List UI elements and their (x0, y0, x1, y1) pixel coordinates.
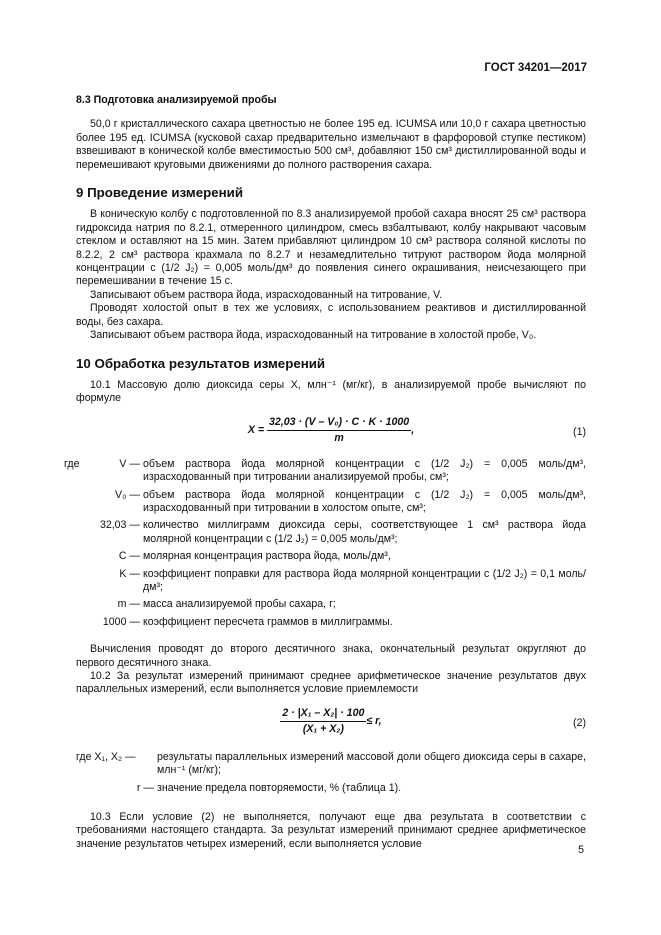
section-10-rounding-text: Вычисления проводят до второго десятичного знака, окончательный результат округляют до первого десятичного знака. (76, 643, 586, 669)
def-symbol: 1000 — (102, 615, 140, 628)
def-description: объем раствора йода молярной концентрации с (1/2 J₂) = 0,005 моль/дм³, израсходованный при титровании анализируемой пробы, см³; (143, 457, 586, 484)
formula-1-denominator: m (334, 432, 344, 445)
def-description: результаты параллельных измерений массовой доли общего диоксида серы в сахаре, млн⁻¹ (мг/кг); (157, 750, 586, 777)
def-description: значение предела повторяемости, % (таблица 1). (157, 781, 402, 794)
formula-2-definitions (76, 751, 586, 799)
def-symbol: K — (119, 567, 140, 580)
formula-1-definitions (64, 458, 586, 633)
section-9-paragraph-2: Записывают объем раствора йода, израсходованный на титрование, V. (90, 288, 443, 301)
section-10-3-text: 10.3 Если условие (2) не выполняется, получают еще два результата в соответствии с требованиями настоящего стандарта. За результат измерений принимают среднее арифметическое значение результатов четырех измерений, если выполняется условие (76, 811, 586, 850)
section-10-2-text: 10.2 За результат измерений принимают среднее арифметическое значение результатов двух параллельных измерений, если выполняется условие приемлемости (76, 670, 586, 696)
formula-2-tail: ≤ r, (366, 715, 382, 728)
formula-1-fraction (267, 416, 411, 446)
formula-1-numerator: 32,03 · (V – V₀) · C · K · 1000 (267, 416, 411, 431)
formula-2 (76, 707, 586, 743)
formula-1-lhs: X = (247, 423, 265, 436)
def-symbol: V — (119, 457, 140, 470)
formula-1-number: (1) (573, 425, 586, 438)
section-9-paragraph-1: В коническую колбу с подготовленной по 8.3 анализируемой пробой сахара вносят 25 см³ раствора гидроксида натрия по 8.2.1, отмеренного цилиндром, смесь взбалтывают, колбу накрывают часовым стеклом и оставляют на 15 мин. Затем прибавляют цилиндром 10 см³ раствора соляной кислоты по 8.2.2, 2 см³ раствора крахмала по 8.2.7 и незамедлительно титруют раствором йода молярной концентрации с (1/2 J₂) = 0,005 моль/дм³ до появления синего окрашивания, неисчезающего при перемешивании в течение 15 с. (76, 208, 586, 288)
def-symbol: m — (117, 598, 140, 611)
def-symbol: r — (136, 781, 154, 794)
def-description: молярная концентрация раствора йода, моль/дм³, (143, 550, 391, 563)
def-symbol: C — (118, 550, 140, 563)
where-label: где (64, 457, 80, 470)
formula-2-denominator: (X₁ + X₂) (302, 723, 344, 736)
page-content (64, 94, 586, 851)
formula-2-numerator: 2 · |X₁ – X₂| · 100 (280, 707, 366, 722)
subsection-8-3-title: 8.3 Подготовка анализируемой пробы (76, 94, 277, 106)
def-symbol: 32,03 — (99, 519, 140, 532)
def-description: коэффициент поправки для раствора йода молярной концентрации с (1/2 J₂) = 0,1 моль/дм³; (143, 567, 586, 593)
def-description: коэффициент пересчета граммов в миллиграммы. (143, 615, 393, 628)
section-9-paragraph-3: Проводят холостой опыт в тех же условиях, с использованием реактивов и дистиллированной воды, без сахара. (76, 302, 586, 328)
formula-1 (76, 416, 586, 450)
def-symbol: где X₁, X₂ — (76, 750, 136, 763)
formula-1-tail: , (411, 423, 415, 436)
formula-2-fraction (280, 707, 366, 737)
section-9-title: 9 Проведение измерений (76, 185, 243, 201)
def-description: масса анализируемой пробы сахара, г; (143, 598, 336, 611)
section-10-title: 10 Обработка результатов измерений (76, 355, 326, 371)
def-symbol: V₀ — (115, 488, 140, 501)
standard-code: ГОСТ 34201—2017 (484, 62, 587, 74)
section-9-paragraph-4: Записывают объем раствора йода, израсходованный на титрование в холостой пробе, V₀. (90, 329, 537, 342)
def-description: количество миллиграмм диоксида серы, соответствующее 1 см³ раствора йода молярной концентрации с (1/2 J₂) = 0,005 моль/дм³; (143, 519, 586, 545)
def-description: объем раствора йода молярной концентрации с (1/2 J₂) = 0,005 моль/дм³, израсходованный при титровании в холостом опыте, см³; (143, 488, 586, 514)
page-number: 5 (578, 844, 584, 856)
formula-2-number: (2) (573, 716, 586, 729)
section-10-1-text: 10.1 Массовую долю диоксида серы X, млн⁻¹ (мг/кг), в анализируемой пробе вычисляют по формуле (76, 378, 586, 405)
subsection-8-3-text: 50,0 г кристаллического сахара цветностью не более 195 ед. ICUMSA или 10,0 г сахара цветностью более 195 ед. ICUMSA (кусковой сахар предварительно измельчают в фарфоровой ступке пестиком) взвешивают в конической колбе вместимостью 500 см³, добавляют 150 см³ дистиллированной воды и перемешивают круговыми движениями до полного растворения сахара. (76, 118, 586, 171)
